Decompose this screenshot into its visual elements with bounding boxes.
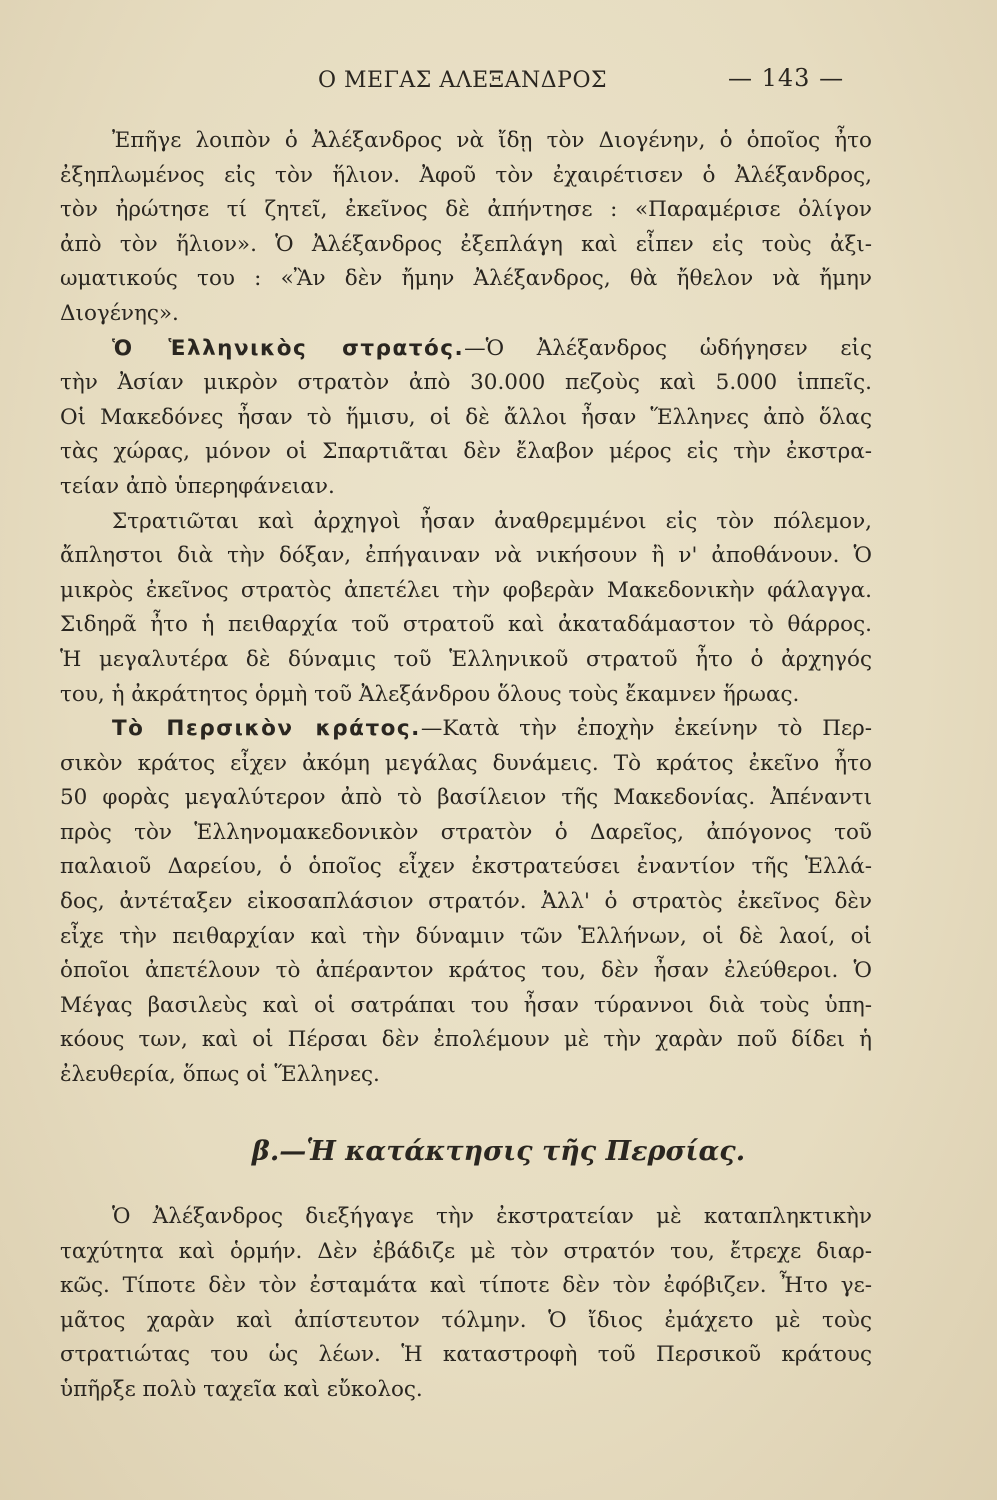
text-line: πρὸς τὸν Ἑλληνομακεδονικὸν στρατὸν ὁ Δαρεῖος, ἀπόγονος τοῦ [60, 819, 872, 845]
body-text [60, 124, 872, 1093]
text-line: στρατιώτας του ὡς λέων. Ἡ καταστροφὴ τοῦ Περσικοῦ κράτους [60, 1342, 872, 1368]
text-line: κῶς. Τίποτε δὲν τὸν ἐσταμάτα καὶ τίποτε δὲν τὸν ἐφόβιζεν. Ἦτο γε- [60, 1273, 872, 1299]
text-line: ωματικούς του : «Ἂν δὲν ἤμην Ἀλέξανδρος, θὰ ἤθελον νὰ ἤμην [60, 266, 872, 292]
text-line: ταχύτητα καὶ ὁρμήν. Δὲν ἐβάδιζε μὲ τὸν στρατόν του, ἔτρεχε διαρ- [60, 1238, 872, 1264]
text-line: σικὸν κράτος εἶχεν ἀκόμη μεγάλας δυνάμεις. Τὸ κράτος ἐκεῖνο ἦτο [60, 750, 872, 776]
text-line: δος, ἀντέταξεν εἰκοσαπλάσιον στρατόν. Ἀλλ' ὁ στρατὸς ἐκεῖνος δὲν [60, 889, 872, 915]
text-line: Ἐπῆγε λοιπὸν ὁ Ἀλέξανδρος νὰ ἴδῃ τὸν Διογένην, ὁ ὁποῖος ἦτο [112, 128, 872, 153]
text-line: Ἡ μεγαλυτέρα δὲ δύναμις τοῦ Ἑλληνικοῦ στρατοῦ ἦτο ὁ ἀρχηγός [60, 646, 872, 672]
running-head [0, 64, 997, 100]
text-line: ἀπὸ τὸν ἥλιον». Ὁ Ἀλέξανδρος ἐξεπλάγη καὶ εἶπεν εἰς τοὺς ἀξι- [60, 231, 872, 257]
text-line: ἐξηπλωμένος εἰς τὸν ἥλιον. Ἀφοῦ τὸν ἐχαιρέτισεν ὁ Ἀλέξανδρος, [60, 162, 872, 188]
text-line: ἐλευθερία, ὅπως οἱ Ἕλληνες. [60, 1062, 380, 1088]
text-line: μικρὸς ἐκεῖνος στρατὸς ἀπετέλει τὴν φοβερὰν Μακεδονικὴν φάλαγγα. [60, 577, 872, 603]
text-line: Οἱ Μακεδόνες ἦσαν τὸ ἥμισυ, οἱ δὲ ἄλλοι ἦσαν Ἕλληνες ἀπὸ ὅλας [60, 404, 872, 430]
text-line: παλαιοῦ Δαρείου, ὁ ὁποῖος εἶχεν ἐκστρατεύσει ἐναντίον τῆς Ἑλλά- [60, 854, 872, 880]
text-line: Διογένης». [60, 300, 179, 326]
text-fragment: —Ὁ Ἀλέξανδρος ὡδήγησεν εἰς [464, 335, 872, 361]
text-line: Ὁ Ἀλέξανδρος διεξήγαγε τὴν ἐκστρατείαν μὲ καταπληκτικὴν [112, 1204, 872, 1229]
run-in-heading: Τὸ Περσικὸν κράτος. [112, 716, 421, 742]
text-line: τὴν Ἀσίαν μικρὸν στρατὸν ἀπὸ 30.000 πεζοὺς καὶ 5.000 ἱππεῖς. [60, 370, 872, 396]
text-line: ὁποῖοι ἀπετέλουν τὸ ἀπέραντον κράτος του, δὲν ἦσαν ἐλεύθεροι. Ὁ [60, 958, 872, 984]
text-line: 50 φορὰς μεγαλύτερον ἀπὸ τὸ βασίλειον τῆς Μακεδονίας. Ἀπέναντι [60, 785, 872, 811]
text-line: ὑπῆρξε πολὺ ταχεῖα καὶ εὔκολος. [60, 1376, 423, 1402]
text-line: τείαν ἀπὸ ὑπερηφάνειαν. [60, 473, 335, 499]
text-line [60, 332, 872, 367]
run-in-heading: Ὁ Ἑλληνικὸς στρατός. [112, 335, 465, 361]
text-line: τὰς χώρας, μόνον οἱ Σπαρτιᾶται δὲν ἔλαβον μέρος εἰς τὴν ἐκστρα- [60, 439, 872, 465]
running-title: Ο ΜΕΓΑΣ ΑΛΕΞΑΝΔΡΟΣ [318, 68, 608, 93]
text-line: Στρατιῶται καὶ ἀρχηγοὶ ἦσαν ἀναθρεμμένοι εἰς τὸν πόλεμον, [112, 508, 872, 534]
section-heading: β.—Ἡ κατάκτησις τῆς Περσίας. [251, 1136, 746, 1167]
text-line [60, 712, 872, 747]
text-line: εἶχε τὴν πειθαρχίαν καὶ τὴν δύναμιν τῶν Ἑλλήνων, οἱ δὲ λαοί, οἱ [60, 923, 872, 949]
text-line: τὸν ἠρώτησε τί ζητεῖ, ἐκεῖνος δὲ ἀπήντησε : «Παραμέρισε ὀλίγον [60, 197, 872, 223]
text-line: κόους των, καὶ οἱ Πέρσαι δὲν ἐπολέμουν μὲ τὴν χαρὰν ποῦ δίδει ἡ [60, 1027, 872, 1053]
text-line: ἄπληστοι διὰ τὴν δόξαν, ἐπήγαιναν νὰ νικήσουν ἢ ν' ἀποθάνουν. Ὁ [60, 543, 872, 569]
page-number: — 143 — [728, 64, 845, 92]
text-line: Μέγας βασιλεὺς καὶ οἱ σατράπαι του ἦσαν τύραννοι διὰ τοὺς ὑπη- [60, 992, 872, 1018]
text-line: μᾶτος χαρὰν καὶ ἀπίστευτον τόλμην. Ὁ ἴδιος ἐμάχετο μὲ τοὺς [60, 1307, 872, 1333]
text-line: Σιδηρᾶ ἦτο ἡ πειθαρχία τοῦ στρατοῦ καὶ ἀκαταδάμαστον τὸ θάρρος. [60, 612, 872, 638]
text-line: του, ἡ ἀκράτητος ὁρμὴ τοῦ Ἀλεξάνδρου ὅλους τοὺς ἔκαμνεν ἥρωας. [60, 681, 800, 707]
body-text-section-b [60, 1200, 872, 1408]
text-fragment: —Κατὰ τὴν ἐποχὴν ἐκείνην τὸ Περ- [420, 716, 872, 742]
